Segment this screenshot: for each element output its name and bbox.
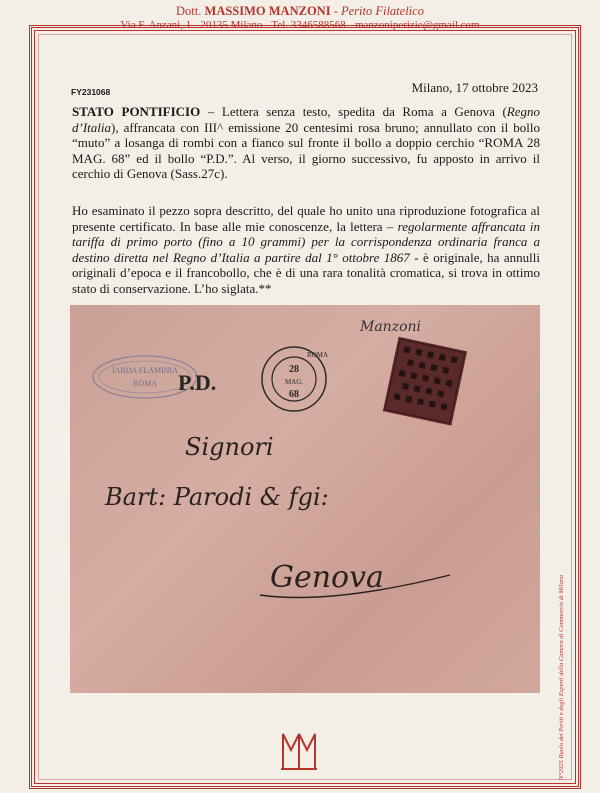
expert-title: - Perito Filatelico (333, 4, 424, 18)
postmark-city: ROMA (307, 351, 329, 359)
postmark-year: 68 (289, 389, 299, 400)
stamp (383, 337, 467, 426)
description-italic: Regno d’Italia (72, 104, 540, 135)
postmark-month: MAG. (284, 378, 304, 386)
registry-side-note: N°2925 Ruolo dei Periti e degli Esperti della Camera di Commercio di Milano (558, 574, 565, 780)
expert-name: MASSIMO MANZONI (204, 4, 331, 18)
certificate-header (0, 4, 600, 32)
opinion-text-a: Ho esaminato il pezzo sopra descritto, del quale ho unito una riproduzione fotografica al presente certificato. In base alle mie conoscenze, la lettera – (72, 203, 540, 234)
address-line2: Bart: Parodi & fgi: (105, 483, 329, 511)
certificate-number: FY231068 (71, 87, 111, 97)
roma-postmark (262, 347, 328, 411)
address-line3: Genova (270, 560, 384, 595)
postmark-day: 28 (289, 364, 299, 375)
letter-photo (70, 305, 540, 693)
letter-illustration (70, 305, 540, 693)
description-text-b: ), affrancata con III^ emissione 20 centesimi rosa bruno; annullato con il bollo “muto” a losanga di rombi con a fianco sul fronte il bollo a doppio cerchio “ROMA 28 MAG. 68” ed il bollo “P.D.”. Al verso, il giorno successivo, fu apposto in arrivo il cerchio di Genova (Sass.27c). (72, 119, 540, 181)
address-line1: Signori (185, 433, 274, 461)
cachet-line1: IARDA FLAMINIA (112, 366, 178, 375)
description-subject: STATO PONTIFICIO (72, 104, 201, 119)
pd-mark: P.D. (178, 370, 217, 395)
cachet-line2: ROMA (132, 379, 158, 388)
opinion-text-b: - è originale, ha annulli originali d’epoca e il francobollo, che è di una rara tonalità cromatica, si trova in ottimo stato di conservazione. L’ho siglata.** (72, 249, 540, 296)
certificate-date: Milano, 17 ottobre 2023 (411, 80, 538, 95)
expert-signature: Manzoni (360, 319, 421, 335)
description-paragraph (72, 104, 540, 182)
opinion-italic: regolarmente affrancata in tariffa di primo porto (fino a 10 grammi) per la corrispondenza ordinaria franca a destino diretta nel Regno d’Italia a partire dal 1° ottobre 1867 (72, 218, 540, 265)
description-text-a: – Lettera senza testo, spedita da Roma a Genova ( (200, 104, 507, 119)
expert-address: Via F. Anzani, 1 - 20135 Milano - Tel. 3346588568 - manzoniperizie@gmail.com (120, 19, 480, 31)
expert-name-line (0, 4, 600, 18)
mm-monogram-logo (279, 728, 319, 772)
opinion-paragraph (72, 203, 540, 296)
name-prefix: Dott. (176, 4, 202, 18)
